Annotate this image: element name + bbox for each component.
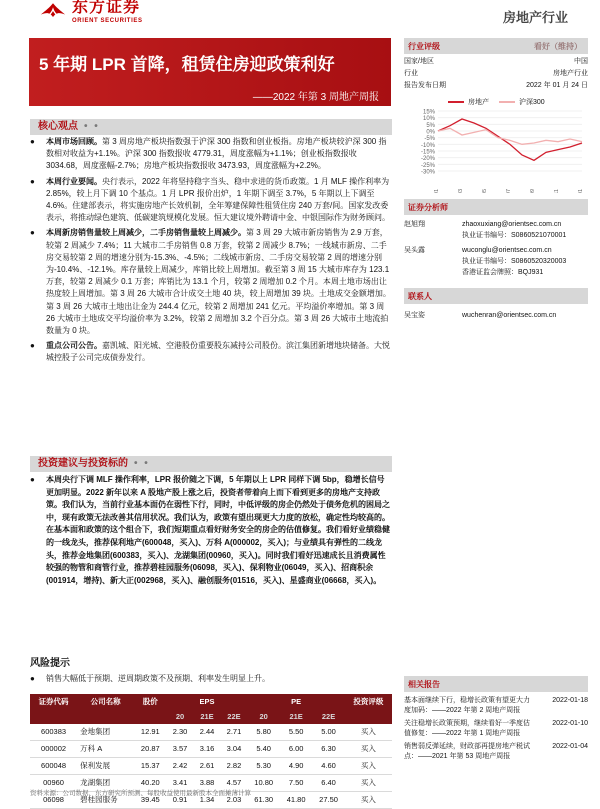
meta-row — [404, 68, 588, 79]
contact-email: wuchenran@orientsec.com.cn — [462, 312, 557, 319]
legend-swatch — [499, 101, 515, 103]
y-tick-label: -15% — [420, 149, 435, 156]
chart-legend — [448, 97, 545, 107]
core-points-label: 核心观点 — [38, 121, 78, 132]
related-title: 销售弱反弹延续，财政部再提房地产税试点：——2021 年第 53 周地产周报 — [404, 743, 530, 760]
table-cell: 6.40 — [312, 775, 344, 792]
table-subheader — [30, 710, 392, 724]
analyst-email: zhaoxuxiang@orientsec.com.cn — [462, 221, 562, 228]
core-point-lead: 本周行业要闻。 — [46, 176, 102, 186]
invest-section — [30, 474, 392, 590]
core-point-text: 第 3 周 29 大城市新房销售为 2.9 万套，较第 2 周减少 7.4%；11 大城市二手房销售 0.8 万套，较第 2 周减少 8.7%；一线城市新房、二手房交易较第 2 周的增速分别为-15.3%、-4.5%；二线城市新房、二手房交易较第 2 周的增速分别为-10.4%、-12.1%。库存量较上周减少，库销比较上周增加。截至第 3 周 15 大城市库存为 123.1 万套，较第 2 周减少 0.1 万套；库销比为 13.1 个月，较第 2 周增加 0.2 个月。本周土地市场出让热度较上周增加。第 3 周 26 大城市合计成交土地 40 块，较上周增加 39 块。土地成交金额增加。第 3 周 26 大城市土地出让金为 244.4 亿元，较第 2 周增加 241 亿元。平均溢价率增加。第 3 周 26 大城市土地成交平均溢价率为 3.2%，较第 2 周增加 3.2 个百分点。第 3 周 26 大城市土地流拍数量为 0 块。 — [46, 228, 391, 336]
core-points — [30, 136, 392, 368]
analyst-name: 吴头露 — [404, 247, 425, 254]
legend-label: 房地产 — [468, 99, 489, 106]
analyst-bar — [404, 199, 588, 215]
table-cell: 碧桂园服务 — [77, 792, 134, 809]
table-cell: 600048 — [30, 758, 77, 775]
y-tick-label: 0% — [426, 129, 435, 136]
report-title: 5 年期 LPR 首降，租赁住房迎政策利好 — [39, 55, 335, 74]
meta-key: 报告发布日期 — [404, 82, 446, 89]
y-tick-label: -20% — [420, 156, 435, 163]
table-cell: 6.30 — [312, 741, 344, 758]
invest-label: 投资建议与投资标的 — [38, 458, 128, 469]
y-tick-label: -25% — [420, 162, 435, 169]
table-row — [30, 724, 392, 741]
table-cell: 3.04 — [220, 741, 247, 758]
x-tick-label — [530, 189, 536, 193]
meta-row — [404, 56, 588, 67]
legend-label: 沪深300 — [519, 99, 545, 106]
table-cell: 0.91 — [167, 792, 194, 809]
th-sub-empty — [134, 710, 166, 724]
x-tick-label — [434, 189, 440, 193]
legend-swatch — [448, 101, 464, 103]
table-cell: 买入 — [345, 758, 392, 775]
th-sub-empty — [345, 710, 392, 724]
analyst-row — [404, 245, 588, 278]
y-tick-label: 5% — [426, 122, 435, 129]
table-cell: 41.80 — [280, 792, 312, 809]
related-item — [404, 696, 588, 715]
th-pe-22e: 22E — [312, 710, 344, 724]
contact-bar — [404, 288, 588, 304]
contact-row — [404, 310, 588, 321]
report-meta — [404, 56, 588, 91]
th-price: 股价 — [134, 694, 166, 710]
table-cell: 龙湖集团 — [77, 775, 134, 792]
th-company: 公司名称 — [77, 694, 134, 710]
risk-point-text: 销售大幅低于预期、逆周期政策不及预期、利率发生明显上升。 — [46, 674, 270, 683]
analyst-label: 证券分析师 — [408, 202, 448, 212]
core-point-lead: 重点公司公告。 — [46, 341, 102, 351]
table-cell: 买入 — [345, 775, 392, 792]
analyst-cert: 执业证书编号：S0860521070001 — [462, 232, 567, 239]
table-cell: 00960 — [30, 775, 77, 792]
analyst-cert: 执业证书编号：S0860520320003 — [462, 258, 567, 265]
core-point-4 — [30, 340, 392, 364]
related-date: 2022-01-18 — [552, 697, 588, 704]
table-cell: 买入 — [345, 792, 392, 809]
table-cell: 金地集团 — [77, 724, 134, 741]
analyst-email: wuconglu@orientsec.com.cn — [462, 247, 552, 254]
analyst-details — [462, 219, 588, 241]
th-eps: EPS — [167, 694, 248, 710]
core-point-1 — [30, 136, 392, 173]
table-cell: 5.80 — [247, 724, 279, 741]
analyst-list — [404, 219, 588, 278]
related-item — [404, 719, 588, 738]
y-tick-label: -30% — [420, 169, 435, 176]
table-cell: 6.00 — [280, 741, 312, 758]
table-cell: 000002 — [30, 741, 77, 758]
table-cell: 5.00 — [312, 724, 344, 741]
meta-value: 中国 — [574, 58, 588, 65]
rating-label: 行业评级 — [408, 41, 440, 51]
table-cell: 2.30 — [167, 724, 194, 741]
rating-bar — [404, 38, 588, 54]
table-cell: 12.91 — [134, 724, 166, 741]
x-tick-label — [554, 189, 560, 193]
th-pe: PE — [247, 694, 344, 710]
table-cell: 买入 — [345, 741, 392, 758]
table-cell: 27.50 — [312, 792, 344, 809]
section-dots: • • — [84, 121, 100, 132]
core-point-lead: 本周新房销售量较上周减少，二手房销售量较上周减少。 — [46, 228, 246, 238]
brand-en: ORIENT SECURITIES — [72, 18, 143, 24]
report-subtitle: ——2022 年第 3 周地产周报 — [252, 92, 379, 103]
th-code: 证券代码 — [30, 694, 77, 710]
th-sub-empty — [30, 710, 77, 724]
table-cell: 3.41 — [167, 775, 194, 792]
analyst-license: 香港证监会牌照：BQJ931 — [462, 269, 544, 276]
table-cell: 4.57 — [220, 775, 247, 792]
analyst-row — [404, 219, 588, 241]
table-cell: 5.30 — [247, 758, 279, 775]
table-cell: 1.34 — [194, 792, 221, 809]
related-item — [404, 742, 588, 761]
invest-point-text: 本周央行下调 MLF 操作利率，LPR 报价随之下调，5 年期以上 LPR 同样下调 5bp，稳增长信号更加明显。2022 新年以来 A 股地产股上涨之后，投资者带着向上而下看到更多的房地产支持政策。我们认为，当前行业基本面仍在弱性下行，同时，中低评级的房企仍然处于债务危机的困局之中，现有政策无法改善其信用状况。我们认为，政策有望出现更大力度的放松，确定性均较高的。在基本面和政策的这个组合下，我们短期重点看好财务安全的房企的估值修复。我们看好业绩稳健的一线龙头，推荐保利地产(600048，买入)、万科 A(000002，买入)；与业绩具有弹性的二线龙头，推荐金地集团(600383，买入)、龙湖集团(00960，买入)。同时我们看好迅速成长且消费属性较强的物管和商管行业，推荐碧桂园服务(06098，买入)、保利物业(06049，买入)、招商积余(001914，增持)、新大正(002968，买入)、融创服务(01516，买入)、星盛商业(06668，买入)。 — [46, 475, 390, 585]
contact-name: 吴宝姿 — [404, 312, 425, 319]
meta-value: 2022 年 01 月 24 日 — [526, 82, 588, 89]
table-cell: 7.50 — [280, 775, 312, 792]
page-header — [0, 0, 600, 28]
header-industry: 房地产行业 — [502, 10, 568, 25]
table-cell: 600383 — [30, 724, 77, 741]
table-cell: 3.57 — [167, 741, 194, 758]
related-title: 基本面继续下行，稳增长政策有望更大力度加码：——2022 年第 2 周地产周报 — [404, 697, 530, 714]
table-cell: 40.20 — [134, 775, 166, 792]
y-tick-label: 10% — [422, 116, 435, 123]
related-date: 2022-01-04 — [552, 743, 588, 750]
core-point-lead: 本周市场回顾。 — [46, 137, 102, 146]
y-tick-label: 15% — [422, 109, 435, 116]
th-eps-22e: 22E — [220, 710, 247, 724]
table-cell: 2.03 — [220, 792, 247, 809]
table-cell: 4.90 — [280, 758, 312, 775]
table-cell: 15.37 — [134, 758, 166, 775]
core-point-text: 第 3 周房地产板块指数强于沪深 300 指数和创业板指。房地产板块较沪深 300 指数相对收益为+1.1%。沪深 300 指数报收 4779.31，周度涨幅为+1.1%；创业板指数报收 3034.68，周度涨幅-2.7%；房地产板块指数报收 3473.93，周度涨幅为+2.2%。 — [46, 137, 387, 171]
core-points-bar — [30, 119, 392, 135]
legend-item — [499, 97, 545, 107]
contact-label: 联系人 — [408, 291, 432, 301]
table-cell: 39.45 — [134, 792, 166, 809]
core-point-2 — [30, 176, 392, 225]
related-bar — [404, 676, 588, 692]
contact-list — [404, 310, 588, 321]
series-line-房地产 — [438, 119, 582, 160]
table-cell: 2.42 — [167, 758, 194, 775]
table-cell: 2.61 — [194, 758, 221, 775]
table-cell: 万科 A — [77, 741, 134, 758]
brand-logo — [40, 0, 143, 24]
table-cell: 2.44 — [194, 724, 221, 741]
th-rating: 投资评级 — [345, 694, 392, 710]
x-tick-label — [506, 189, 512, 193]
related-reports — [404, 676, 588, 761]
related-label: 相关报告 — [408, 679, 440, 689]
x-tick-label — [458, 189, 464, 193]
meta-key: 行业 — [404, 70, 418, 77]
table-cell: 保利发展 — [77, 758, 134, 775]
core-point-3 — [30, 227, 392, 337]
brand-cn: 东方证券 — [72, 0, 141, 16]
meta-key: 国家/地区 — [404, 58, 434, 65]
chart-svg — [404, 97, 588, 193]
section-dots: • • — [134, 458, 150, 469]
core-point-text: 央行表示，2022 年将坚持稳字当头、稳中求进的货币政策。1 月 MLF 操作利率为 2.85%，较上月下调 10 个基点。1 月 LPR 报价出炉，1 年期下调至 3.7%，5 年期以上下调至 4.6%。住建部表示，将实施房地产长效机制，全年筹建保障性租赁住房 240 万套/间。国家发改委表示，将推动绿色建筑、低碳建筑规模化发展。恒大建议境外聘请中金、中银国际作为财务顾问。 — [46, 176, 390, 223]
risk-point — [30, 673, 392, 685]
analyst-details — [462, 245, 588, 278]
table-footnote: 资料来源：公司数据、东方研究所预测、每股收益使用最新股本全面摊薄计算 — [30, 790, 251, 797]
core-point-text: 嘉凯城、阳光城、空港股份重要股东减持公司股份。滨江集团新增地块储备。大悦城控股子公司完成债券发行。 — [46, 341, 390, 363]
risk-title: 风险提示 — [30, 658, 70, 669]
meta-row — [404, 80, 588, 91]
x-tick-label — [578, 189, 584, 193]
meta-value: 房地产行业 — [553, 70, 588, 77]
table-row — [30, 741, 392, 758]
related-title: 关注稳增长政策预期，继续看好一季度估值修复：——2022 年第 1 周地产周报 — [404, 720, 530, 737]
x-tick-label — [482, 189, 488, 193]
table-cell: 61.30 — [247, 792, 279, 809]
y-tick-label: -5% — [424, 136, 435, 143]
title-banner — [29, 38, 391, 106]
invest-point — [30, 474, 392, 587]
table-header — [30, 694, 392, 710]
rating-value: 看好（维持） — [534, 41, 582, 51]
invest-bar — [30, 456, 392, 472]
right-sidebar — [404, 38, 588, 321]
related-date: 2022-01-10 — [552, 720, 588, 727]
risk-section — [30, 654, 392, 688]
table-cell: 4.60 — [312, 758, 344, 775]
table-cell: 2.82 — [220, 758, 247, 775]
th-eps-20: 20 — [167, 710, 194, 724]
table-cell: 买入 — [345, 724, 392, 741]
table-row — [30, 758, 392, 775]
th-pe-20: 20 — [247, 710, 279, 724]
table-cell: 06098 — [30, 792, 77, 809]
table-cell: 3.88 — [194, 775, 221, 792]
y-tick-label: -10% — [420, 142, 435, 149]
table-cell: 20.87 — [134, 741, 166, 758]
th-eps-21e: 21E — [194, 710, 221, 724]
table-cell: 5.40 — [247, 741, 279, 758]
table-cell: 2.71 — [220, 724, 247, 741]
table-cell: 3.16 — [194, 741, 221, 758]
legend-item — [448, 97, 489, 107]
th-pe-21e: 21E — [280, 710, 312, 724]
th-sub-empty — [77, 710, 134, 724]
analyst-name: 赵旭翔 — [404, 221, 425, 228]
table-cell: 10.80 — [247, 775, 279, 792]
table-cell: 5.50 — [280, 724, 312, 741]
price-chart — [404, 97, 588, 193]
eagle-logo-icon — [40, 2, 66, 20]
